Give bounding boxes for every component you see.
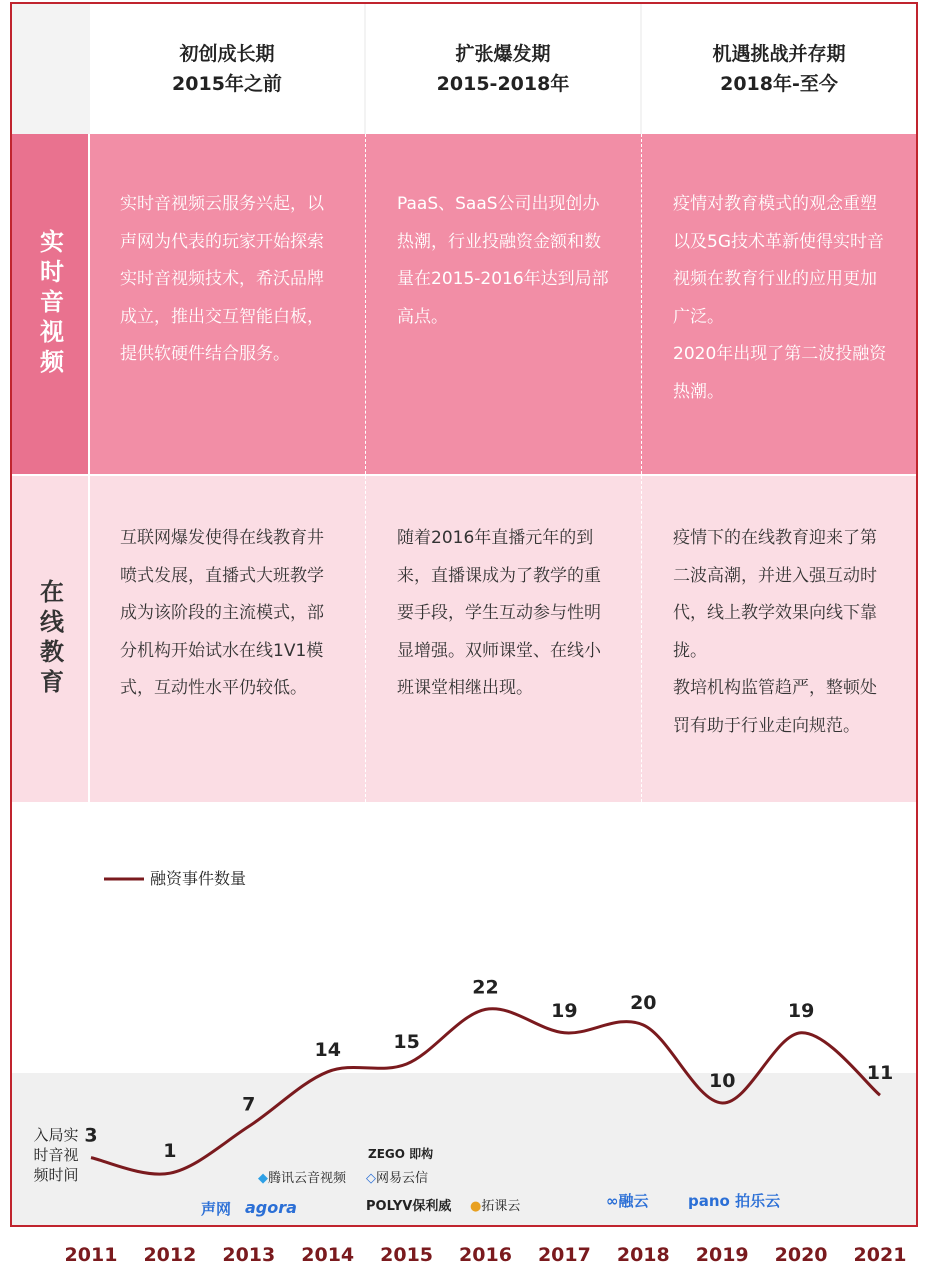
data-label: 20 — [630, 992, 657, 1014]
cell-text: 教培机构监管趋严，整顿处罚有助于行业走向规范。 — [673, 678, 877, 736]
data-label: 14 — [314, 1038, 341, 1061]
x-tick-label: 2014 — [301, 1244, 355, 1266]
logo-agora: agora — [245, 1198, 297, 1217]
logo-tencent-rtc — [258, 1167, 346, 1186]
logo-rongcloud — [606, 1190, 649, 1211]
entry-label-line: 时音视 — [33, 1146, 79, 1164]
logo-text: 融云 — [618, 1192, 649, 1210]
data-label: 19 — [551, 999, 578, 1022]
chart-legend — [104, 869, 246, 888]
x-tick-label: 2017 — [537, 1244, 591, 1266]
data-label: 7 — [242, 1093, 256, 1116]
cell-text: 疫情对教育模式的观念重塑以及5G技术革新使得实时音视频在教育行业的应用更加广泛。 — [673, 194, 884, 327]
x-tick-label: 2021 — [853, 1244, 907, 1266]
logo-text: 腾讯云音视频 — [268, 1171, 347, 1186]
data-label: 10 — [708, 1070, 736, 1092]
period-name: 扩张爆发期 — [455, 43, 551, 65]
x-tick-label: 2020 — [774, 1244, 828, 1266]
logo-zego: ZEGO 即构 — [368, 1147, 434, 1161]
data-label: 1 — [163, 1140, 177, 1163]
data-label: 22 — [472, 976, 499, 999]
entry-label-line: 入局实 — [33, 1126, 79, 1144]
logo-shengwang: 声网 — [201, 1200, 232, 1218]
logo-polyv: POLYV保利威 — [366, 1199, 452, 1214]
netease-icon: ◇ — [366, 1171, 376, 1186]
rongcloud-icon: ∞ — [606, 1192, 619, 1210]
row-label-text: 实时音视频 — [35, 229, 64, 379]
chart-band — [12, 1073, 916, 1225]
x-tick-label: 2015 — [380, 1244, 434, 1266]
cell-text: PaaS、SaaS公司出现创办热潮，行业投融资金额和数量在2015-2016年达到局部高点。 — [397, 194, 609, 327]
data-label: 19 — [787, 999, 815, 1022]
x-tick-label: 2016 — [459, 1244, 512, 1266]
period-range: 2015-2018年 — [436, 73, 570, 95]
period-name: 机遇挑战并存期 — [712, 43, 846, 65]
legend-label: 融资事件数量 — [150, 869, 247, 888]
data-label: 15 — [393, 1031, 420, 1053]
entry-label-line: 频时间 — [33, 1166, 79, 1184]
cell-text: 实时音视频云服务兴起，以声网为代表的玩家开始探索实时音视频技术，希沃品牌成立，推出交互智能白板，提供软硬件结合服务。 — [120, 194, 324, 364]
tuokeyun-icon: ● — [470, 1199, 482, 1214]
period-range: 2018年-至今 — [720, 73, 838, 95]
cell-text: 2020年出现了第二波投融资热潮。 — [673, 344, 887, 402]
logo-text: 拓课云 — [481, 1199, 521, 1214]
logo-text: 网易云信 — [376, 1171, 429, 1186]
period-range: 2015年之前 — [172, 73, 282, 95]
x-tick-label: 2019 — [695, 1244, 749, 1266]
data-label: 3 — [84, 1124, 98, 1147]
x-tick-label: 2012 — [143, 1244, 197, 1266]
cell-text: 疫情下的在线教育迎来了第二波高潮，并进入强互动时代，线上教学效果向线下靠拢。 — [673, 528, 877, 661]
data-label: 11 — [866, 1062, 894, 1085]
tencent-icon: ◆ — [258, 1171, 268, 1186]
logo-pano: pano 拍乐云 — [688, 1192, 781, 1210]
row-label-text: 在线教育 — [35, 579, 64, 699]
cell-text: 互联网爆发使得在线教育井喷式发展，直播式大班教学成为该阶段的主流模式，部分机构开始试水在线1V1模式，互动性水平仍较低。 — [120, 528, 324, 698]
cell-text: 随着2016年直播元年的到来，直播课成为了教学的重要手段，学生互动参与性明显增强。双师课堂、在线小班课堂相继出现。 — [397, 528, 601, 698]
entry-label — [33, 1126, 78, 1184]
period-name: 初创成长期 — [179, 43, 275, 65]
x-tick-label: 2011 — [64, 1244, 118, 1266]
x-tick-label: 2018 — [616, 1244, 670, 1266]
logo-netease-yunxin — [366, 1167, 428, 1186]
logo-tuokeyun — [470, 1195, 520, 1214]
x-tick-label: 2013 — [222, 1244, 276, 1266]
